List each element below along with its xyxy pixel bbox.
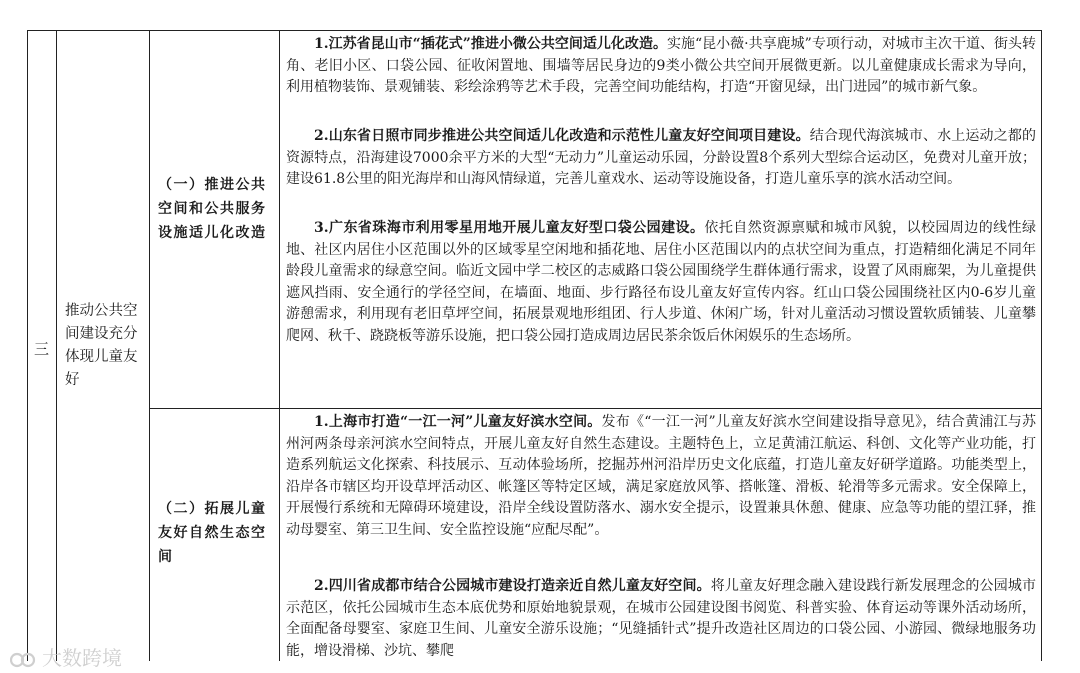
policy-table [27,30,1042,661]
watermark [10,642,122,671]
category-cell [57,31,150,661]
case-paragraph [286,412,1036,542]
subheading-2: （二）拓展儿童友好自然生态空间 [158,501,267,565]
case-paragraph [286,576,1036,662]
case-paragraph [286,34,1036,99]
subheading-1: （一）推进公共空间和公共服务设施适儿化改造 [158,177,267,241]
case-title: 1.江苏省昆山市“插花式”推进小微公共空间适儿化改造。 [314,36,667,52]
subheading-cell-2 [150,409,280,661]
case-title: 1.上海市打造“一江一河”儿童友好滨水空间。 [314,414,602,430]
case-paragraph [286,126,1036,191]
case-title: 2.山东省日照市同步推进公共空间适儿化改造和示范性儿童友好空间项目建设。 [314,128,810,144]
case-body: 发布《“一江一河”儿童友好滨水空间建设指导意见》，结合黄浦江与苏州河两条母亲河滨水空间特点，开展儿童友好自然生态建设。主题特色上，立足黄浦江航运、科创、文化等产业功能，打造系列航运文化探索、科技展示、互动体验场所，挖掘苏州河沿岸历史文化底蕴，打造儿童友好研学道路。功能类型上，沿岸各市辖区均开设草坪活动区、帐篷区等特定区域，满足家庭放风筝、搭帐篷、滑板、轮滑等多元需求。安全保障上，开展慢行系统和无障碍环境建设，沿岸全线设置防落水、溺水安全提示，设置兼具休憩、健康、应急等功能的望江驿，推动母婴室、第三卫生间、安全监控设施“应配尽配”。 [286,414,1036,538]
case-body: 实施“昆小薇·共享鹿城”专项行动，对城市主次干道、街头转角、老旧小区、口袋公园、征收闲置地、围墙等居民身边的9类小微公共空间开展微更新。以儿童健康成长需求为导向，利用植物装饰、景观铺装、彩绘涂鸦等艺术手段，完善空间功能结构，打造“开窗见绿，出门进园”的城市新气象。 [286,36,1036,96]
case-body: 结合现代海滨城市、水上运动之都的资源特点，沿海建设7000余平方米的大型“无动力”儿童运动乐园，分龄设置8个系列大型综合运动区，免费对儿童开放；建设61.8公里的阳光海岸和山海风情绿道，完善儿童戏水、运动等设施设备，打造儿童乐享的滨水活动空间。 [286,128,1036,188]
content-cell-1 [280,31,1041,409]
subheading-cell-1 [150,31,280,409]
case-title: 2.四川省成都市结合公园城市建设打造亲近自然儿童友好空间。 [314,578,711,594]
watermark-logo-icon [10,650,36,670]
case-body: 将儿童友好理念融入建设践行新发展理念的公园城市示范区，依托公园城市生态本底优势和原始地貌景观，在城市公园建设图书阅览、科普实验、体育运动等课外活动场所，全面配备母婴室、家庭卫生间、儿童安全游乐设施；“见缝插针式”提升改造社区周边的口袋公园、小游园、微绿地服务功能，增设滑梯、沙坑、攀爬 [286,578,1036,659]
case-title: 3.广东省珠海市利用零星用地开展儿童友好型口袋公园建设。 [314,220,705,236]
case-paragraph [286,218,1036,348]
category-label: 推动公共空间建设充分体现儿童友好 [65,303,138,388]
serial-number: 三 [34,340,50,358]
watermark-text: 大数跨境 [42,646,122,670]
case-body: 依托自然资源禀赋和城市风貌，以校园周边的线性绿地、社区内居住小区范围以外的区域零星空闲地和插花地、居住小区范围以内的点状空间为重点，打造精细化满足不同年龄段儿童需求的绿意空间。临近文园中学二校区的志威路口袋公园围绕学生群体通行需求，设置了风雨廊架，为儿童提供遮风挡雨、安全通行的学径空间，在墙面、地面、步行路径布设儿童友好宣传内容。红山口袋公园围绕社区内0-6岁儿童游憩需求，利用现有老旧草坪空间，拓展景观地形组团、行人步道、休闲广场，针对儿童活动习惯设置软质铺装、儿童攀爬网、秋千、跷跷板等游乐设施，把口袋公园打造成周边居民茶余饭后休闲娱乐的生态场所。 [286,220,1037,344]
serial-cell [28,31,57,661]
content-cell-2 [280,409,1041,661]
